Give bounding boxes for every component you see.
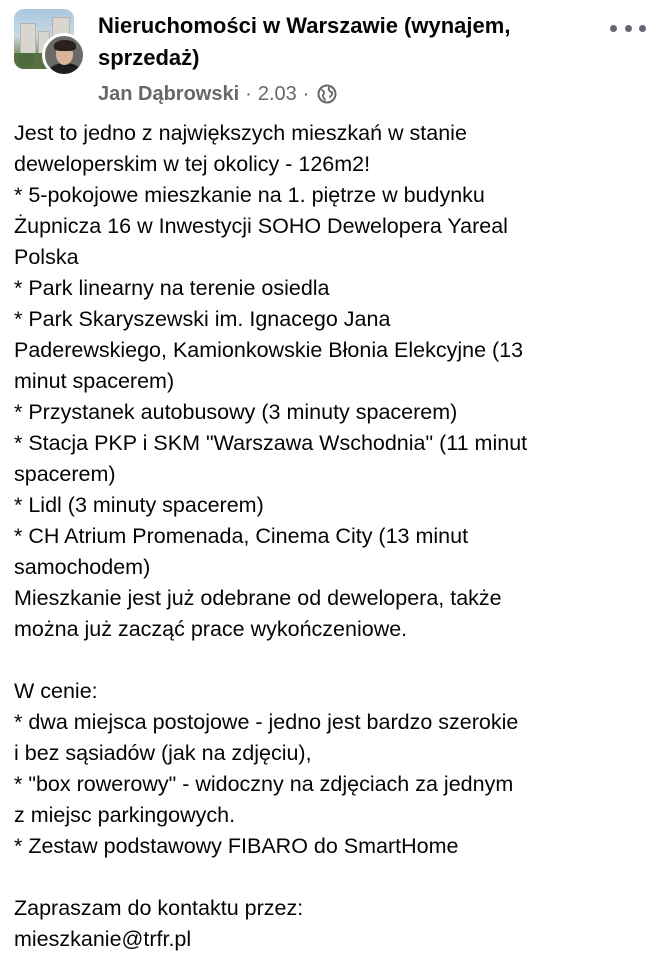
post-text-line: * Park linearny na terenie osiedla xyxy=(14,276,330,300)
meta-separator: · xyxy=(302,82,310,105)
more-options-icon xyxy=(625,25,632,32)
post-text-line: * 5-pokojowe mieszkanie na 1. piętrze w budynku xyxy=(14,183,485,207)
post-text-line: i bez sąsiadów (jak na zdjęciu), xyxy=(14,741,312,765)
post-meta xyxy=(98,80,337,108)
post-text-line: Mieszkanie jest już odebrane od dewelopera, także xyxy=(14,586,502,610)
post-text-line: * dwa miejsca postojowe - jedno jest bardzo szerokie xyxy=(14,710,519,734)
post-text-line: Jest to jedno z największych mieszkań w stanie xyxy=(14,121,467,145)
avatar-shirt xyxy=(48,63,82,77)
blank-line xyxy=(14,645,654,676)
post-text-line: * Park Skaryszewski im. Ignacego Jana xyxy=(14,307,391,331)
post-text-line: Paderewskiego, Kamionkowskie Błonia Elekcyjne (13 xyxy=(14,338,524,362)
post-text-line: spacerem) xyxy=(14,462,116,486)
post-text-line: Zapraszam do kontaktu przez: xyxy=(14,896,304,920)
post-header xyxy=(0,0,664,112)
post-text-line: Polska xyxy=(14,245,79,269)
post-text-line: minut spacerem) xyxy=(14,369,175,393)
author-name-link[interactable]: Jan Dąbrowski xyxy=(98,82,240,105)
post-text-line: z miejsc parkingowych. xyxy=(14,803,236,827)
meta-separator: · xyxy=(245,82,252,105)
more-options-icon xyxy=(610,25,617,32)
post-text-line: W cenie: xyxy=(14,679,98,703)
post-text-line: * Lidl (3 minuty spacerem) xyxy=(14,493,264,517)
more-options-icon xyxy=(639,25,646,32)
post-text xyxy=(14,118,654,955)
group-name-link[interactable]: Nieruchomości w Warszawie (wynajem, sprzedaż) xyxy=(98,13,511,70)
blank-line xyxy=(14,862,654,893)
post-text-line: można już zacząć prace wykończeniowe. xyxy=(14,617,408,641)
avatar-stack[interactable] xyxy=(14,9,84,75)
post-text-line: Żupnicza 16 w Inwestycji SOHO Dewelopera Yareal xyxy=(14,214,508,238)
avatar-hair xyxy=(54,40,76,51)
post-text-line: * Zestaw podstawowy FIBARO do SmartHome xyxy=(14,834,459,858)
globe-icon xyxy=(317,84,337,104)
post-text-line: deweloperskim w tej okolicy - 126m2! xyxy=(14,152,371,176)
author-avatar[interactable] xyxy=(42,33,86,77)
post-text-line: * Przystanek autobusowy (3 minuty spacerem) xyxy=(14,400,458,424)
post-text-line: * CH Atrium Promenada, Cinema City (13 minut xyxy=(14,524,469,548)
post-text-line: mieszkanie@trfr.pl xyxy=(14,927,192,951)
more-options-button[interactable] xyxy=(610,18,646,38)
post-text-line: samochodem) xyxy=(14,555,151,579)
post-text-line: * Stacja PKP i SKM "Warszawa Wschodnia" (11 minut xyxy=(14,431,528,455)
post-text-line: * "box rowerowy" - widoczny na zdjęciach za jednym xyxy=(14,772,514,796)
building-shape xyxy=(20,23,36,55)
post-date-link[interactable]: 2.03 xyxy=(257,82,297,105)
